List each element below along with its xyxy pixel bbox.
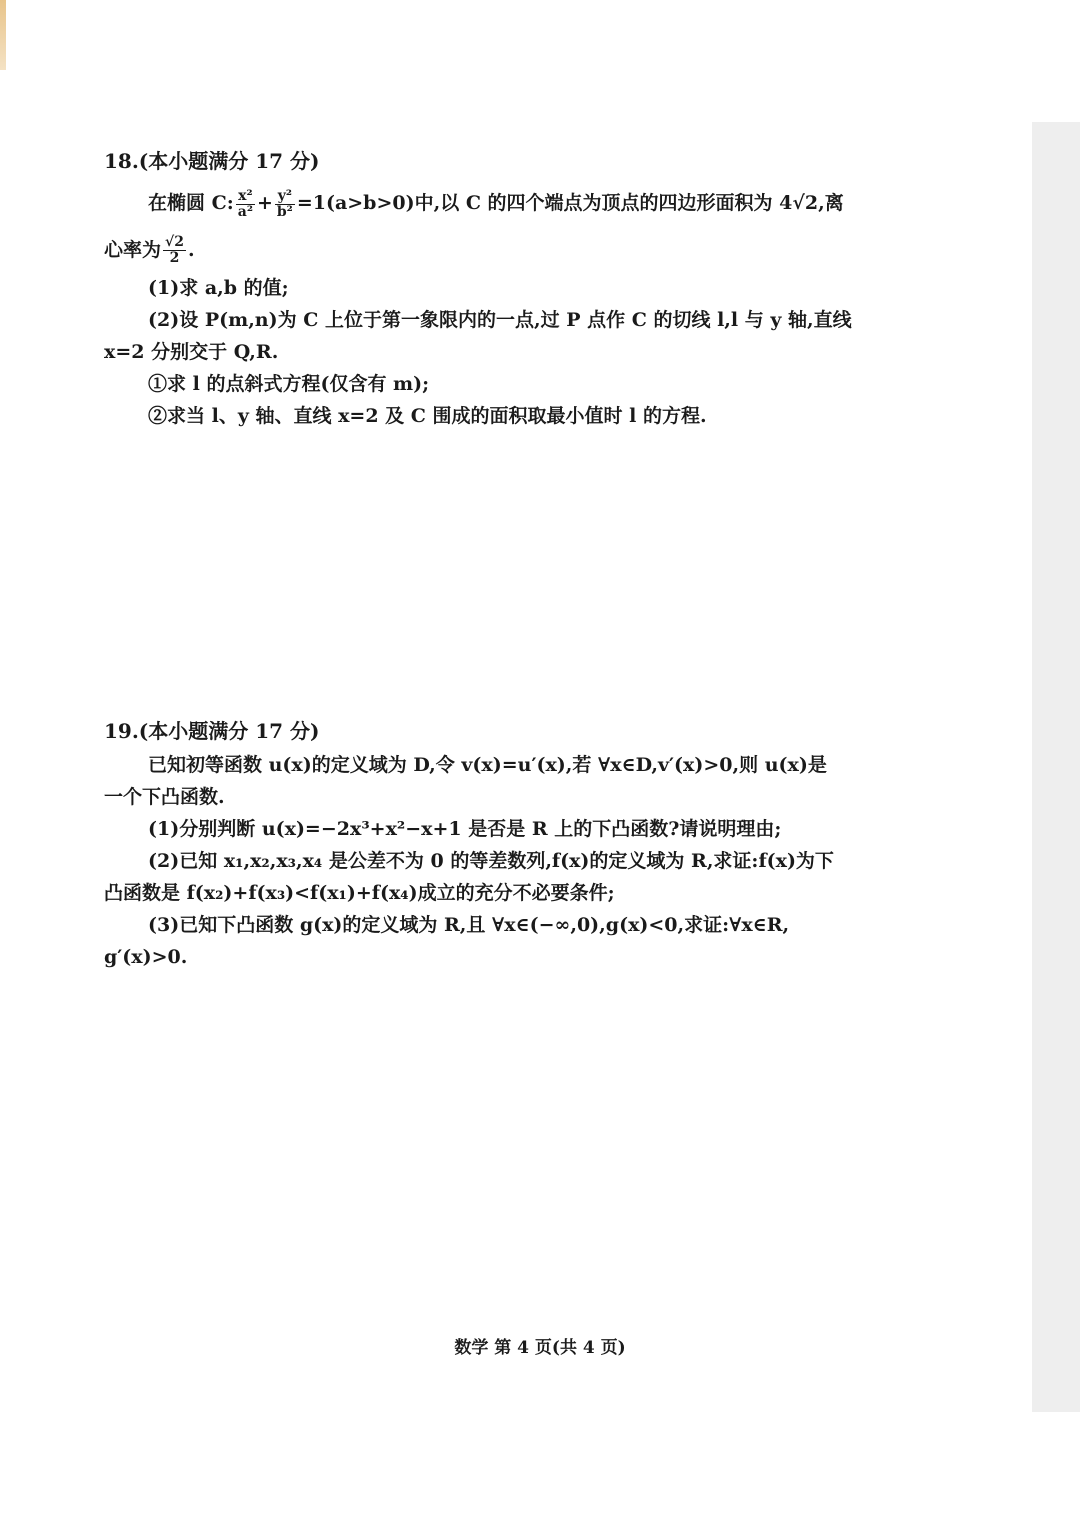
problem-19-part-1: (1)分别判断 u(x)=−2x³+x²−x+1 是否是 R 上的下凸函数?请说明理由; (148, 818, 782, 840)
problem-19-part-3: (3)已知下凸函数 g(x)的定义域为 R,且 ∀x∈(−∞,0),g(x)<0,求证:∀x∈R, (148, 914, 790, 936)
problem-19-part-2: (2)已知 x₁,x₂,x₃,x₄ 是公差不为 0 的等差数列,f(x)的定义域为 R,求证:f(x)为下 (148, 850, 834, 872)
problem-19-part-3-cont: g′(x)>0. (104, 946, 188, 968)
problem-19-intro-cont: 一个下凸函数. (104, 786, 225, 808)
problem-18-intro-cont: 心率为 $\frac{√2}{2}$ . (104, 234, 195, 266)
problem-18-intro (104, 187, 960, 220)
intro-suffix: =1(a>b>0)中,以 C 的四个端点为顶点的四边形面积为 4√2,离 (296, 192, 844, 214)
problem-18 (104, 147, 960, 432)
fraction-x2-a2: $\frac{\text{x²}}{\text{a²}}$ (237, 187, 253, 220)
fraction-y2-b2: $\frac{\text{y²}}{\text{b²}}$ (276, 187, 293, 220)
problem-19-heading: 19.(本小题满分 17 分) (104, 719, 320, 743)
problem-18-part-2-b: ②求当 l、y 轴、直线 x=2 及 C 围成的面积取最小值时 l 的方程. (148, 405, 707, 427)
problem-19-part-2-cont: 凸函数是 f(x₂)+f(x₃)<f(x₁)+f(x₄)成立的充分不必要条件; (104, 882, 615, 904)
problem-19-intro: 已知初等函数 u(x)的定义域为 D,令 v(x)=u′(x),若 ∀x∈D,v′(x)>0,则 u(x)是 (148, 754, 827, 776)
problem-18-part-2-cont: x=2 分别交于 Q,R. (104, 341, 279, 363)
problem-18-part-2-a: ①求 l 的点斜式方程(仅含有 m); (148, 373, 430, 395)
problem-19 (104, 717, 960, 973)
problem-18-part-2: (2)设 P(m,n)为 C 上位于第一象限内的一点,过 P 点作 C 的切线 l,l 与 y 轴,直线 (148, 309, 852, 331)
scan-shadow (1032, 122, 1080, 1412)
problem-18-heading: 18.(本小题满分 17 分) (104, 149, 320, 173)
page-footer: 数学 第 4 页(共 4 页) (454, 1338, 626, 1358)
scan-edge-mark (0, 0, 6, 70)
fraction-eccentricity: $\frac{√2}{2}$ (165, 234, 184, 266)
intro-prefix: 在椭圆 C: (148, 192, 234, 214)
problem-18-part-1: (1)求 a,b 的值; (148, 277, 289, 299)
plus-sign: + (256, 192, 273, 214)
